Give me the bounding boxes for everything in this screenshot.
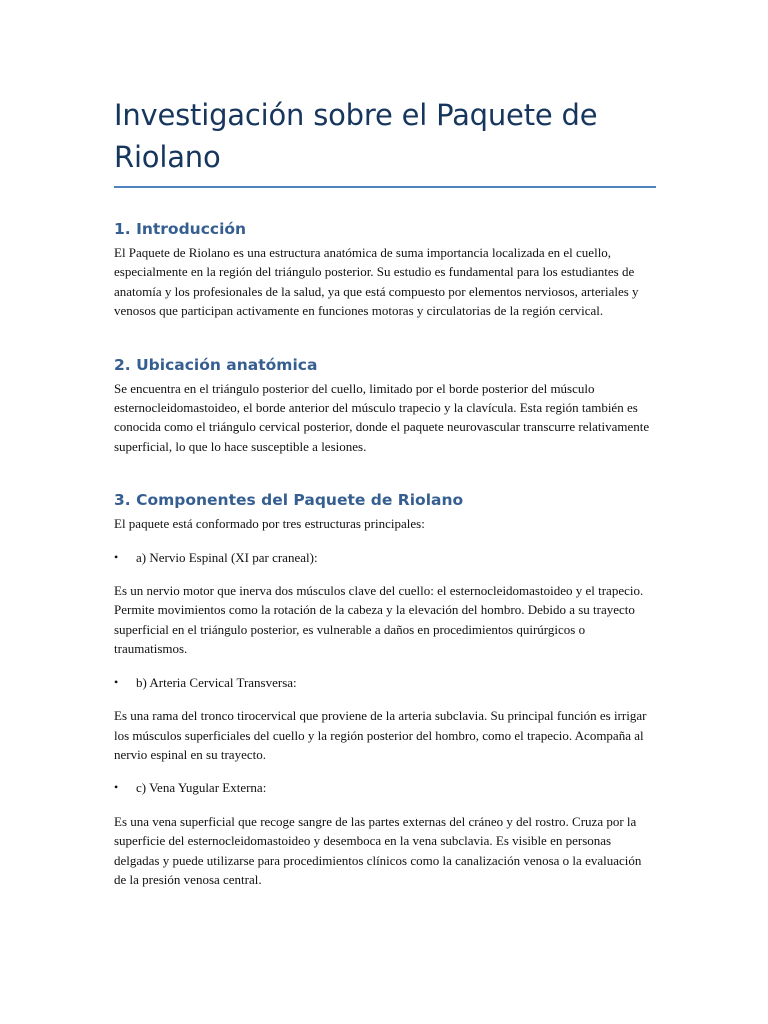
bullet-icon: •	[114, 674, 119, 689]
section-paragraph-introduccion: El Paquete de Riolano es una estructura anatómica de suma importancia localizada en el cuello, especialmente en la región del triángulo posterior. Su estudio es fundamental para los estudiantes de anatomía y los profesionales de la salud, ya que está compuesto por elementos nerviosos, arteriales y venosos que participan activamente en funciones motoras y circulatorias de la región cervical.	[114, 245, 639, 319]
section-paragraph-ubicacion: Se encuentra en el triángulo posterior del cuello, limitado por el borde posterior del músculo esternocleidomastoideo, el borde anterior del músculo trapecio y la clavícula. Esta región también es conocida como el triángulo cervical posterior, donde el paquete neurovascular transcurre relativamente superficial, lo que lo hace susceptible a lesiones.	[114, 380, 650, 454]
list-item-description: Es una vena superficial que recoge sangre de las partes externas del cráneo y del rostro. Cruza por la superficie del esternocleidomastoideo y desemboca en la vena subclavia. Es visible en personas delgadas y puede utilizarse para procedimientos clínicos como la canalización venosa o la evaluación de la presión venosa central.	[114, 813, 642, 887]
list-item-arteria-cervical	[114, 673, 656, 692]
document-title: Investigación sobre el Paquete de Riolano	[114, 98, 598, 174]
list-item-description: Es un nervio motor que inerva dos músculos clave del cuello: el esternocleidomastoideo y el trapecio. Permite movimientos como la rotación de la cabeza y la elevación del hombro. Debido a su trayecto superficial en el triángulo posterior, es vulnerable a daños en procedimientos quirúrgicos o traumatismos.	[114, 583, 644, 657]
list-item-label: a) Nervio Espinal (XI par craneal):	[136, 549, 318, 565]
title-underline	[114, 186, 656, 188]
section-intro-componentes: El paquete está conformado por tres estructuras principales:	[114, 516, 425, 532]
document-content	[114, 94, 656, 889]
section-heading-ubicacion: 2. Ubicación anatómica	[114, 355, 318, 374]
list-item-nervio-espinal	[114, 548, 656, 567]
section-heading-introduccion: 1. Introducción	[114, 220, 247, 238]
list-item-vena-yugular	[114, 778, 656, 797]
list-item-label: c) Vena Yugular Externa:	[136, 780, 267, 796]
bullet-icon: •	[114, 549, 119, 564]
section-heading-componentes: 3. Componentes del Paquete de Riolano	[114, 491, 464, 510]
list-item-description: Es una rama del tronco tirocervical que proviene de la arteria subclavia. Su principal función es irrigar los músculos superficiales del cuello y la región posterior del hombro, como el trapecio. Acompaña al nervio espinal en su trayecto.	[114, 708, 647, 762]
list-item-label: b) Arteria Cervical Transversa:	[136, 674, 297, 690]
bullet-icon: •	[114, 780, 119, 795]
